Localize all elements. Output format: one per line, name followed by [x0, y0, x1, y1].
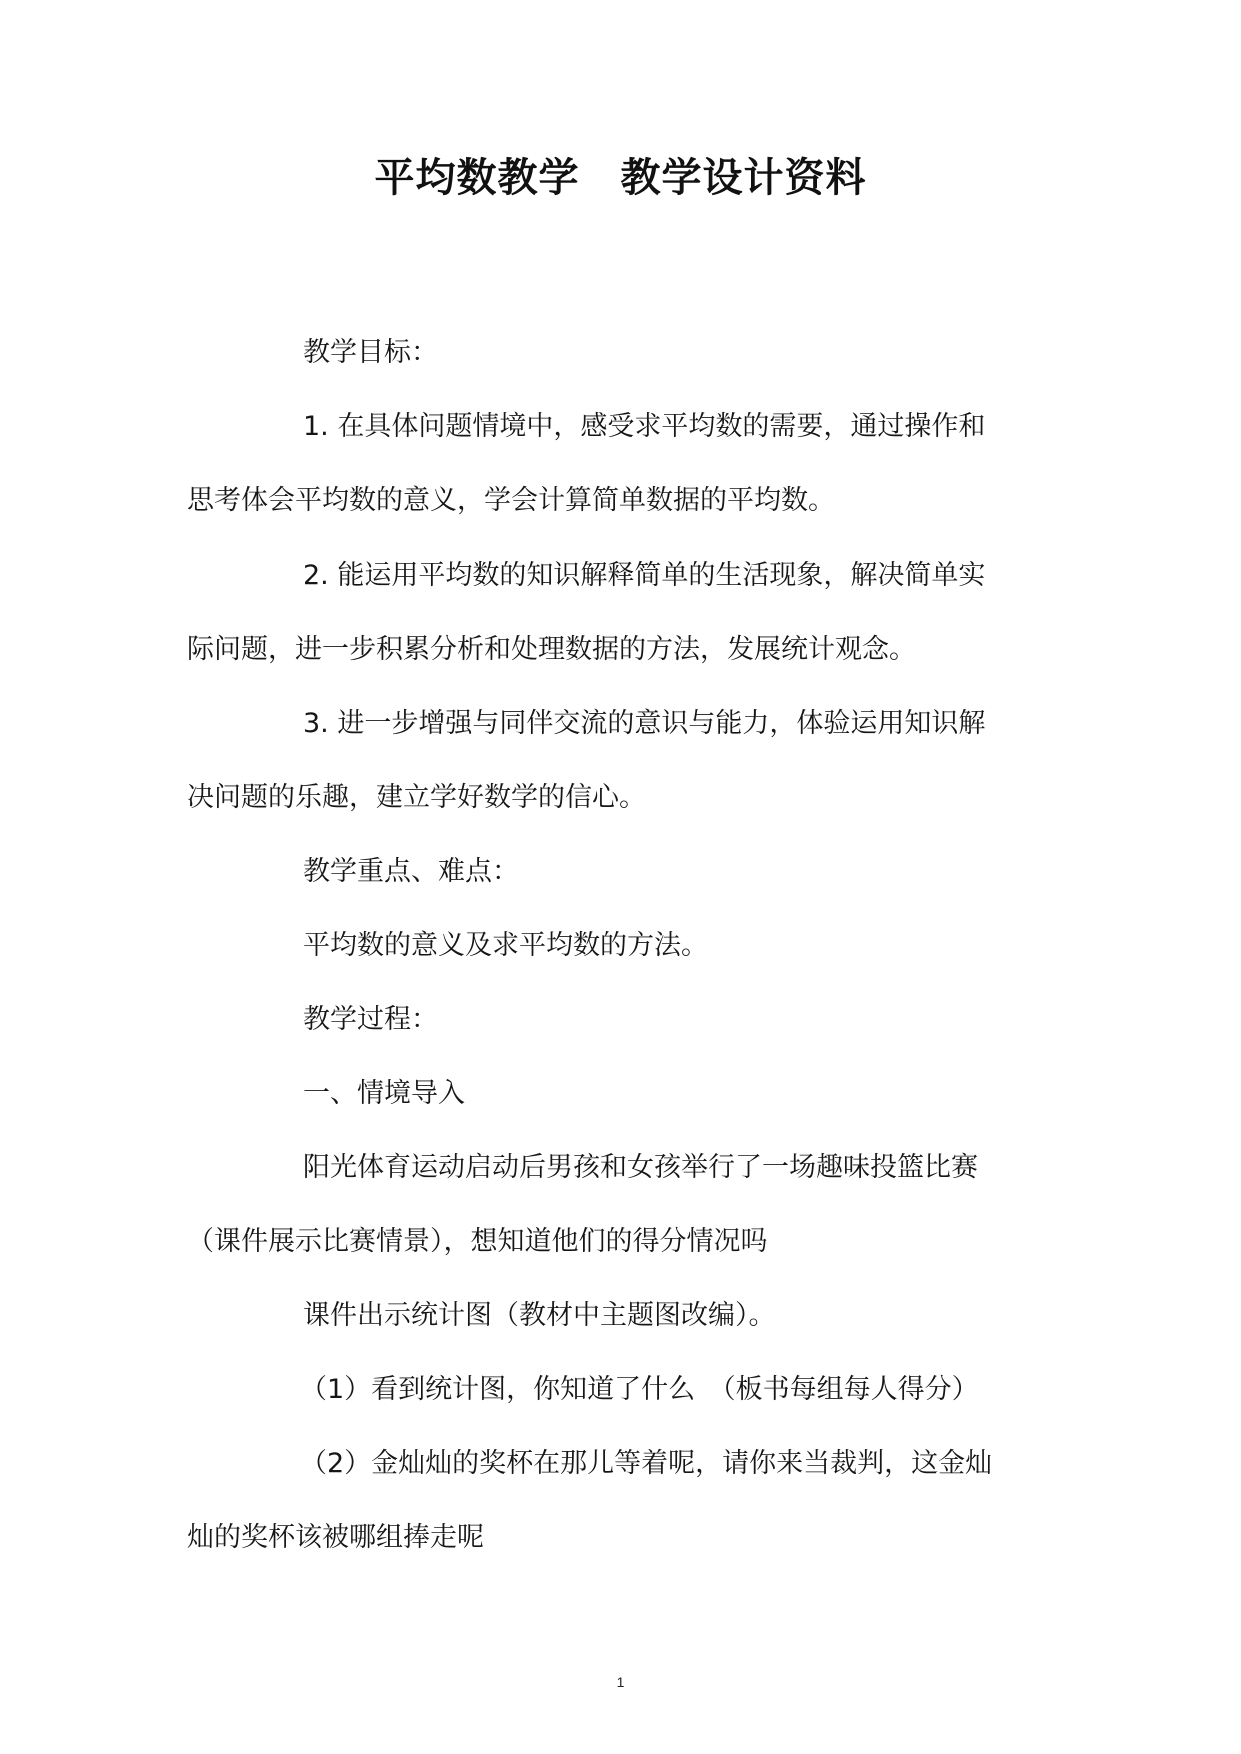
paragraph-line: 2. 能运用平均数的知识解释简单的生活现象，解决简单实	[303, 560, 986, 591]
paragraph-line: 灿的奖杯该被哪组捧走呢	[187, 1522, 484, 1553]
page-number: 1	[616, 1674, 625, 1690]
section-heading-objectives: 教学目标：	[303, 337, 438, 368]
section-heading-key-points: 教学重点、难点：	[303, 856, 519, 887]
paragraph-line: 阳光体育运动启动后男孩和女孩举行了一场趣味投篮比赛	[303, 1152, 978, 1183]
document-title: 平均数教学 教学设计资料	[374, 154, 867, 201]
section-heading-process: 教学过程：	[303, 1004, 438, 1035]
paragraph-line: 3. 进一步增强与同伴交流的意识与能力，体验运用知识解	[303, 708, 986, 739]
paragraph-line: （2）金灿灿的奖杯在那儿等着呢，请你来当裁判，这金灿	[300, 1448, 993, 1479]
paragraph-line: 课件出示统计图（教材中主题图改编）。	[303, 1300, 776, 1331]
paragraph-line: （课件展示比赛情景），想知道他们的得分情况吗	[187, 1226, 768, 1257]
section-heading-intro: 一、情境导入	[303, 1078, 465, 1109]
paragraph-line: 思考体会平均数的意义，学会计算简单数据的平均数。	[187, 485, 835, 516]
paragraph-line: 1. 在具体问题情境中，感受求平均数的需要，通过操作和	[303, 411, 986, 442]
paragraph-line: （1）看到统计图，你知道了什么 （板书每组每人得分）	[300, 1374, 979, 1405]
paragraph-line: 决问题的乐趣，建立学好数学的信心。	[187, 782, 646, 813]
paragraph-line: 平均数的意义及求平均数的方法。	[303, 930, 708, 961]
paragraph-line: 际问题，进一步积累分析和处理数据的方法，发展统计观念。	[187, 634, 916, 665]
